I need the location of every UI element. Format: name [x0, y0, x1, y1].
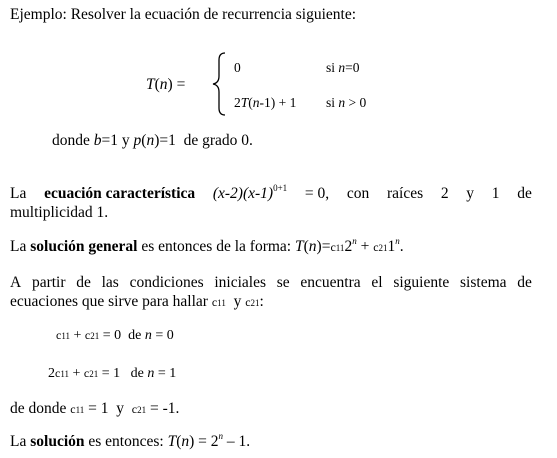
left-brace-icon [212, 52, 228, 116]
condition-word: partir [31, 274, 66, 291]
condition-word: condiciones [129, 274, 204, 291]
case1-condition: si n=0 [326, 60, 360, 75]
condition-word: siguiente [393, 274, 450, 291]
system-equation-1: c11 + c21 = 0 de n = 0 [56, 328, 174, 343]
general-solution-line: La solución general es entonces de la forma: $T(n)=c112^n + c211^n$. [10, 236, 404, 255]
piecewise-recurrence [146, 52, 386, 114]
case1-value: 0 [234, 60, 241, 75]
recurrence-lhs: T(n) = [146, 76, 186, 93]
system-equation-2: 2c11 + c21 = 1 de n = 1 [48, 366, 177, 381]
characteristic-equation-row1: La ecuación característica $(x-2)(x-1)^{0+1}$ = 0, con raíces 2 y 1 de [10, 183, 532, 202]
condition-word: las [101, 274, 119, 291]
initial-conditions-row2: ecuaciones que sirve para hallar c11 y c21: [10, 293, 264, 310]
condition-word: A [10, 274, 22, 291]
condition-word: el [371, 274, 383, 291]
characteristic-equation-paragraph [10, 184, 532, 222]
condition-word: sistema [460, 274, 507, 291]
final-solution-line: La solución es entonces: $T(n) = 2^n - 1$. [10, 431, 251, 450]
characteristic-equation-row2: multiplicidad 1. [10, 204, 109, 221]
condition-word: iniciales [214, 274, 267, 291]
condition-word: encuentra [300, 274, 361, 291]
case2-condition: si n > 0 [326, 95, 367, 110]
condition-word: se [276, 274, 290, 291]
case2-value: 2T(n-1) + 1 [234, 95, 297, 110]
constants-result: de donde c11 = 1 y c21 = -1. [10, 400, 180, 417]
example-title: Ejemplo: Resolver la ecuación de recurrencia siguiente: [10, 6, 357, 23]
initial-conditions-paragraph [10, 273, 532, 313]
condition-word: de [76, 274, 91, 291]
characteristic-polynomial: $(x-2)(x-1)^{0+1}$ [212, 183, 288, 202]
condition-word: de [517, 274, 532, 291]
initial-conditions-row1 [10, 273, 532, 292]
donde-line: donde b=1 y p(n)=1 de grado 0. [52, 132, 253, 149]
